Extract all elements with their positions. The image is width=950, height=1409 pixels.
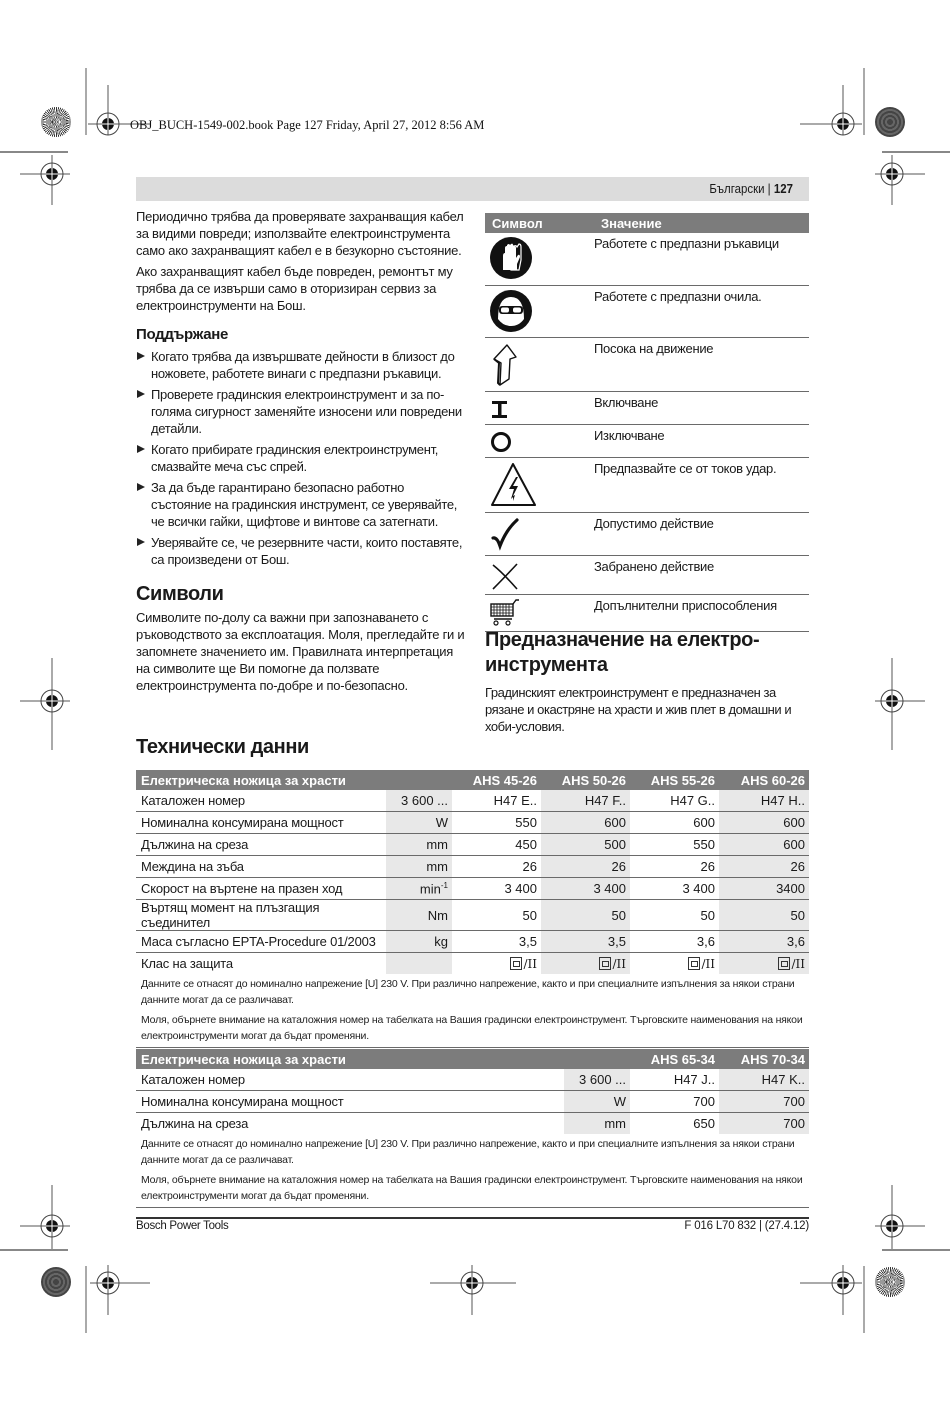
model-header: AHS 45-26 bbox=[452, 770, 541, 790]
cell-value: H47 G.. bbox=[630, 790, 719, 812]
cell-value: 50 bbox=[719, 900, 809, 931]
table-note-row bbox=[136, 1010, 809, 1048]
column-header: Символ bbox=[485, 213, 594, 233]
language-label: Български bbox=[709, 181, 765, 196]
page-number: 127 bbox=[773, 181, 793, 196]
model-header: AHS 60-26 bbox=[719, 770, 809, 790]
intro-paragraph: Периодично трябва да проверявате захранващия кабел за видими повреди; използвайте електроинструмента само ако захранващият кабел е в безукорно състояние. bbox=[136, 209, 464, 258]
color-calibration-star bbox=[41, 107, 71, 137]
direction-arrow-icon bbox=[489, 341, 519, 387]
symbol-meaning: Предпазвайте се от токов удар. bbox=[594, 457, 809, 512]
symbol-meaning: Работете с предпазни ръкавици bbox=[594, 233, 809, 285]
row-unit: $\min^{-1}$ bbox=[386, 878, 452, 900]
cell-value: 600 bbox=[541, 812, 630, 834]
tech-table-header bbox=[136, 770, 809, 790]
cell-value: 600 bbox=[719, 834, 809, 856]
cell-value: 600 bbox=[630, 812, 719, 834]
row-label: Междина на зъба bbox=[136, 856, 386, 878]
table-title: Електрическа ножица за храсти bbox=[136, 770, 452, 790]
cell-value: 450 bbox=[452, 834, 541, 856]
row-unit bbox=[386, 953, 452, 975]
column-header: Значение bbox=[594, 213, 809, 233]
list-item: Проверете градинския електроинструмент и за по-голяма сигурност заменяйте износени или повредени детайли. bbox=[136, 386, 466, 437]
footer-doc-id: F 016 L70 832 | (27.4.12) bbox=[684, 1220, 809, 1232]
list-item: Когато прибирате градинския електроинструмент, смазвайте меча със спрей. bbox=[136, 441, 466, 475]
cell-value: H47 H.. bbox=[719, 790, 809, 812]
checkmark-icon bbox=[489, 516, 523, 552]
table-row bbox=[136, 834, 809, 856]
cell-value: H47 J.. bbox=[630, 1069, 719, 1091]
cell-value: 550 bbox=[452, 812, 541, 834]
list-item: Когато трябва да извършвате дейности в близост до ножовете, работете винаги с предпазни ръкавици. bbox=[136, 348, 466, 382]
power-on-icon bbox=[489, 395, 511, 421]
power-off-icon bbox=[489, 428, 515, 454]
gloves-icon bbox=[489, 236, 533, 280]
bullet-triangle-icon bbox=[137, 538, 145, 546]
table-footnote: Моля, обърнете внимание на каталожния номер на табелката на Вашия градински електроинструмент. Търговските наименования на някои електроинструменти могат да бъдат променяни. bbox=[136, 1010, 809, 1048]
row-label: Номинална консумирана мощност bbox=[136, 1091, 564, 1113]
table-row bbox=[136, 931, 809, 953]
cell-value: 50 bbox=[630, 900, 719, 931]
left-column bbox=[136, 208, 466, 698]
table-row bbox=[485, 285, 809, 337]
row-label: Маса съгласно EPTA-Procedure 01/2003 bbox=[136, 931, 386, 953]
cell-value: 500 bbox=[541, 834, 630, 856]
row-unit: mm bbox=[386, 856, 452, 878]
page-header bbox=[136, 177, 809, 201]
list-item: Уверявайте се, че резервните части, които поставяте, са произведени от Бош. bbox=[136, 534, 466, 568]
intended-use-section bbox=[485, 628, 811, 735]
cell-value: /II bbox=[630, 953, 719, 975]
color-calibration-star bbox=[41, 1267, 71, 1297]
tech-data-table-1 bbox=[136, 770, 809, 1048]
intended-use-heading: Предназначение на електро- инструмента bbox=[485, 629, 760, 676]
model-header: AHS 55-26 bbox=[630, 770, 719, 790]
header-separator: | bbox=[767, 181, 771, 196]
cell-value: 3 400 bbox=[541, 878, 630, 900]
cell-value: 50 bbox=[541, 900, 630, 931]
cell-value: 3,5 bbox=[452, 931, 541, 953]
tech-data-heading: Технически данни bbox=[136, 736, 309, 758]
print-slug: OBJ_BUCH-1549-002.book Page 127 Friday, April 27, 2012 8:56 AM bbox=[130, 118, 485, 132]
cell-value: 700 bbox=[719, 1113, 809, 1135]
cell-value: H47 F.. bbox=[541, 790, 630, 812]
row-unit: W bbox=[564, 1091, 630, 1113]
cell-value: 700 bbox=[630, 1091, 719, 1113]
table-footnote: Моля, обърнете внимание на каталожния номер на табелката на Вашия градински електроинструмент. Търговските наименования на някои електроинструменти могат да бъдат променяни. bbox=[136, 1170, 809, 1208]
row-label: Каталожен номер bbox=[136, 790, 386, 812]
cell-value: 26 bbox=[719, 856, 809, 878]
table-row bbox=[136, 900, 809, 931]
row-label: Клас на защита bbox=[141, 956, 233, 971]
bullet-triangle-icon bbox=[137, 390, 145, 398]
cell-value: 650 bbox=[693, 1116, 715, 1131]
symbols-paragraph: Символите по-долу са важни при запознаването с ръководството за експлоатация. Моля, прегледайте ги и запомнете значението им. Правилната интерпретация на символите ще Ви помогне да ползвате електроинструмента по-добре и по-безопасно. bbox=[136, 610, 465, 693]
color-calibration-star bbox=[875, 1267, 905, 1297]
row-unit: kg bbox=[386, 931, 452, 953]
symbol-meaning: Забранено действие bbox=[594, 555, 809, 594]
cell-value: H47 K.. bbox=[719, 1069, 809, 1091]
footer-rule bbox=[136, 1217, 809, 1219]
table-footnote: Данните се отнасят до номинално напрежение [U] 230 V. При различно напрежение, както и при специалните изпълнения за някои страни данните могат да се различават. bbox=[141, 978, 795, 1006]
cell-value: 26 bbox=[541, 856, 630, 878]
list-item: За да бъде гарантирано безопасно работно състояние на градинския инструмент, се уверявайте, че всички гайки, щифтове и винтове са затегнати. bbox=[136, 479, 466, 530]
table-row bbox=[485, 391, 809, 424]
row-label: Номинална консумирана мощност bbox=[136, 812, 386, 834]
model-header: AHS 70-34 bbox=[719, 1049, 809, 1069]
table-row bbox=[136, 1091, 809, 1113]
table-title: Електрическа ножица за храсти bbox=[136, 1049, 630, 1069]
row-unit: 3 600 ... bbox=[564, 1069, 630, 1091]
table-row bbox=[485, 424, 809, 457]
cell-value: 50 bbox=[452, 900, 541, 931]
table-row bbox=[485, 337, 809, 391]
symbol-table bbox=[485, 213, 809, 632]
table-row bbox=[136, 812, 809, 834]
maintenance-heading: Поддържане bbox=[136, 326, 229, 343]
row-label: Дължина на среза bbox=[141, 1116, 249, 1131]
cell-value: 3,6 bbox=[630, 931, 719, 953]
electric-shock-warning-icon bbox=[489, 461, 539, 509]
table-note-row bbox=[136, 1170, 809, 1208]
table-row bbox=[485, 457, 809, 512]
cell-value: /II bbox=[452, 953, 541, 975]
row-unit: mm bbox=[386, 834, 452, 856]
tech-data-table-2 bbox=[136, 1049, 809, 1208]
symbol-meaning: Работете с предпазни очила. bbox=[594, 285, 809, 337]
cell-value: 3400 bbox=[719, 878, 809, 900]
model-header: AHS 65-34 bbox=[630, 1049, 719, 1069]
page-header-label bbox=[709, 181, 793, 196]
row-label: Каталожен номер bbox=[136, 1069, 564, 1091]
table-row bbox=[136, 878, 809, 900]
cell-value: 3 400 bbox=[452, 878, 541, 900]
cell-value: /II bbox=[719, 953, 809, 975]
cell-value: /II bbox=[541, 953, 630, 975]
cross-icon bbox=[489, 559, 523, 591]
table-note-row bbox=[136, 974, 809, 1010]
row-unit: W bbox=[386, 812, 452, 834]
table-row bbox=[136, 953, 809, 975]
cell-value: H47 E.. bbox=[452, 790, 541, 812]
cell-value: 700 bbox=[719, 1091, 809, 1113]
row-label: Дължина на среза bbox=[136, 834, 386, 856]
table-row bbox=[485, 512, 809, 555]
symbol-meaning: Включване bbox=[594, 391, 809, 424]
table-row bbox=[485, 555, 809, 594]
table-row bbox=[136, 856, 809, 878]
double-insulation-icon bbox=[688, 957, 700, 970]
symbol-meaning: Посока на движение bbox=[594, 337, 809, 391]
tech-table-header bbox=[136, 1049, 809, 1069]
bullet-triangle-icon bbox=[137, 445, 145, 453]
shopping-cart-icon bbox=[489, 598, 523, 628]
table-row bbox=[136, 1113, 809, 1135]
intended-use-paragraph: Градинският електроинструмент е предназначен за рязане и окастряне на храсти и жив плет в домашни и хоби-условия. bbox=[485, 685, 792, 734]
symbol-table-header bbox=[485, 213, 809, 233]
footer-publisher: Bosch Power Tools bbox=[136, 1220, 229, 1232]
intro-paragraph: Ако захранващият кабел бъде повреден, ремонтът му трябва да се извърши само в оторизиран сервиз за електроинструменти на Бош. bbox=[136, 264, 453, 313]
bullet-triangle-icon bbox=[137, 483, 145, 491]
double-insulation-icon bbox=[599, 957, 611, 970]
double-insulation-icon bbox=[778, 957, 790, 970]
table-row bbox=[485, 233, 809, 285]
cell-value: 3 400 bbox=[630, 878, 719, 900]
cell-value: 600 bbox=[719, 812, 809, 834]
table-footnote: Данните се отнасят до номинално напрежение [U] 230 V. При различно напрежение, както и при специалните изпълнения за някои страни данните могат да се различават. bbox=[141, 1138, 795, 1166]
symbol-meaning: Изключване bbox=[594, 424, 809, 457]
maintenance-list bbox=[136, 348, 466, 568]
bullet-triangle-icon bbox=[137, 352, 145, 360]
cell-value: 550 bbox=[630, 834, 719, 856]
row-unit: 3 600 ... bbox=[386, 790, 452, 812]
model-header: AHS 50-26 bbox=[541, 770, 630, 790]
cell-value: 3,6 bbox=[719, 931, 809, 953]
cell-value: 3,5 bbox=[541, 931, 630, 953]
symbols-heading: Символи bbox=[136, 583, 224, 605]
row-label: Скорост на въртене на празен ход bbox=[136, 878, 386, 900]
table-row bbox=[136, 1069, 809, 1091]
row-unit: mm bbox=[564, 1113, 630, 1135]
goggles-icon bbox=[489, 289, 533, 333]
table-note-row bbox=[136, 1134, 809, 1170]
table-row bbox=[136, 790, 809, 812]
cell-value: 26 bbox=[630, 856, 719, 878]
symbol-meaning: Допустимо действие bbox=[594, 512, 809, 555]
row-unit: Nm bbox=[386, 900, 452, 931]
symbol-meaning: Допълнителни приспособления bbox=[594, 594, 809, 631]
row-label: Въртящ момент на плъзгащия съединител bbox=[136, 900, 386, 931]
cell-value: 26 bbox=[452, 856, 541, 878]
double-insulation-icon bbox=[510, 957, 522, 970]
table-row bbox=[485, 594, 809, 631]
color-calibration-star bbox=[875, 107, 905, 137]
